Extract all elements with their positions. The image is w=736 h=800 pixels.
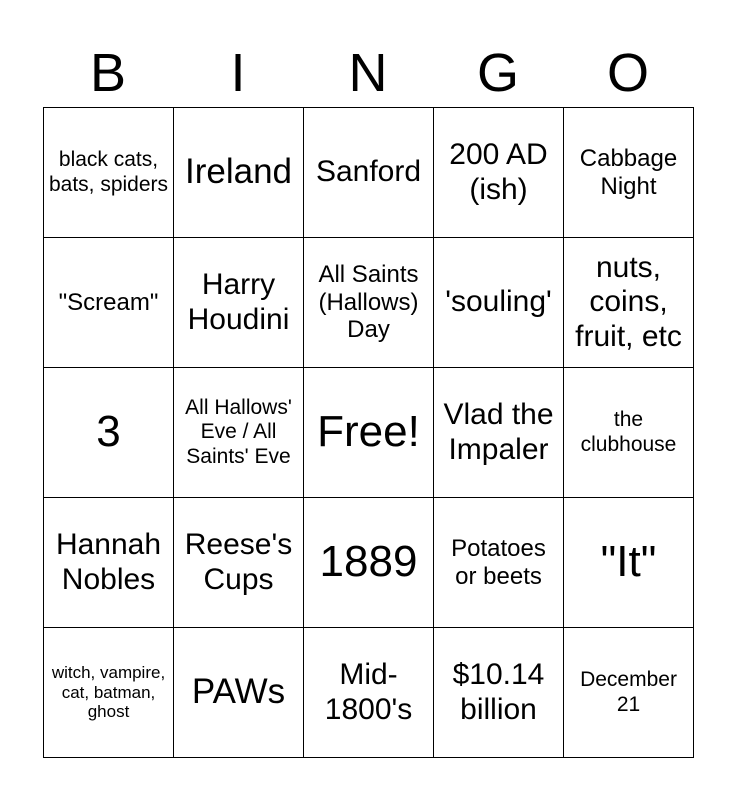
bingo-cell-r1-c5[interactable] xyxy=(564,108,694,238)
header-letter-n: N xyxy=(348,43,388,103)
bingo-cell-r4-c1[interactable] xyxy=(44,498,174,628)
bingo-cell-r2-c4[interactable] xyxy=(434,238,564,368)
cell-text: Mid-1800's xyxy=(324,658,413,726)
cell-text: Reese's Cups xyxy=(184,528,293,596)
cell-text: witch, vampire, cat, batman, ghost xyxy=(51,663,166,722)
cell-text: All Hallows' Eve / All Saints' Eve xyxy=(185,396,292,468)
bingo-cell-r1-c1[interactable] xyxy=(44,108,174,238)
bingo-cell-r3-c5[interactable] xyxy=(564,368,694,498)
header-letter-g: G xyxy=(476,43,519,103)
bingo-cell-r5-c5[interactable] xyxy=(564,628,694,758)
cell-text: PAWs xyxy=(191,672,286,712)
bingo-cell-r4-c3[interactable] xyxy=(304,498,434,628)
bingo-cell-r5-c4[interactable] xyxy=(434,628,564,758)
bingo-cell-r1-c2[interactable] xyxy=(174,108,304,238)
bingo-board xyxy=(43,107,694,758)
free-space-cell[interactable] xyxy=(304,368,434,498)
cell-text: Vlad the Impaler xyxy=(443,398,554,466)
cell-text: nuts, coins, fruit, etc xyxy=(575,250,682,353)
bingo-cell-r2-c5[interactable] xyxy=(564,238,694,368)
bingo-cell-r4-c5[interactable] xyxy=(564,498,694,628)
cell-text: 3 xyxy=(96,407,121,457)
cell-text: black cats, bats, spiders xyxy=(48,148,169,196)
cell-text: Potatoes or beets xyxy=(451,534,546,590)
cell-text: Free! xyxy=(317,407,420,457)
cell-text: Hannah Nobles xyxy=(55,528,162,596)
bingo-cell-r3-c4[interactable] xyxy=(434,368,564,498)
cell-text: All Saints (Hallows) Day xyxy=(318,261,419,344)
bingo-cell-r1-c3[interactable] xyxy=(304,108,434,238)
bingo-cell-r4-c2[interactable] xyxy=(174,498,304,628)
bingo-cell-r1-c4[interactable] xyxy=(434,108,564,238)
cell-text: Harry Houdini xyxy=(187,268,290,336)
cell-text: Cabbage Night xyxy=(579,144,678,200)
bingo-cell-r3-c2[interactable] xyxy=(174,368,304,498)
cell-text: "Scream" xyxy=(58,288,159,316)
bingo-cell-r2-c1[interactable] xyxy=(44,238,174,368)
bingo-cell-r4-c4[interactable] xyxy=(434,498,564,628)
cell-text: 1889 xyxy=(319,537,418,587)
cell-text: "It" xyxy=(600,537,657,587)
bingo-cell-r2-c2[interactable] xyxy=(174,238,304,368)
bingo-cell-r5-c1[interactable] xyxy=(44,628,174,758)
cell-text: the clubhouse xyxy=(580,408,677,456)
bingo-header xyxy=(43,40,693,106)
cell-text: $10.14 billion xyxy=(452,658,545,726)
cell-text: 200 AD (ish) xyxy=(449,138,548,206)
cell-text: Sanford xyxy=(315,155,422,189)
cell-text: December 21 xyxy=(580,668,677,716)
bingo-cell-r3-c1[interactable] xyxy=(44,368,174,498)
bingo-cell-r5-c2[interactable] xyxy=(174,628,304,758)
header-letter-b: B xyxy=(89,43,127,103)
cell-text: 'souling' xyxy=(445,285,552,319)
bingo-cell-r5-c3[interactable] xyxy=(304,628,434,758)
header-letter-i: I xyxy=(230,43,246,103)
bingo-cell-r2-c3[interactable] xyxy=(304,238,434,368)
header-letter-o: O xyxy=(606,43,649,103)
cell-text: Ireland xyxy=(184,152,293,192)
